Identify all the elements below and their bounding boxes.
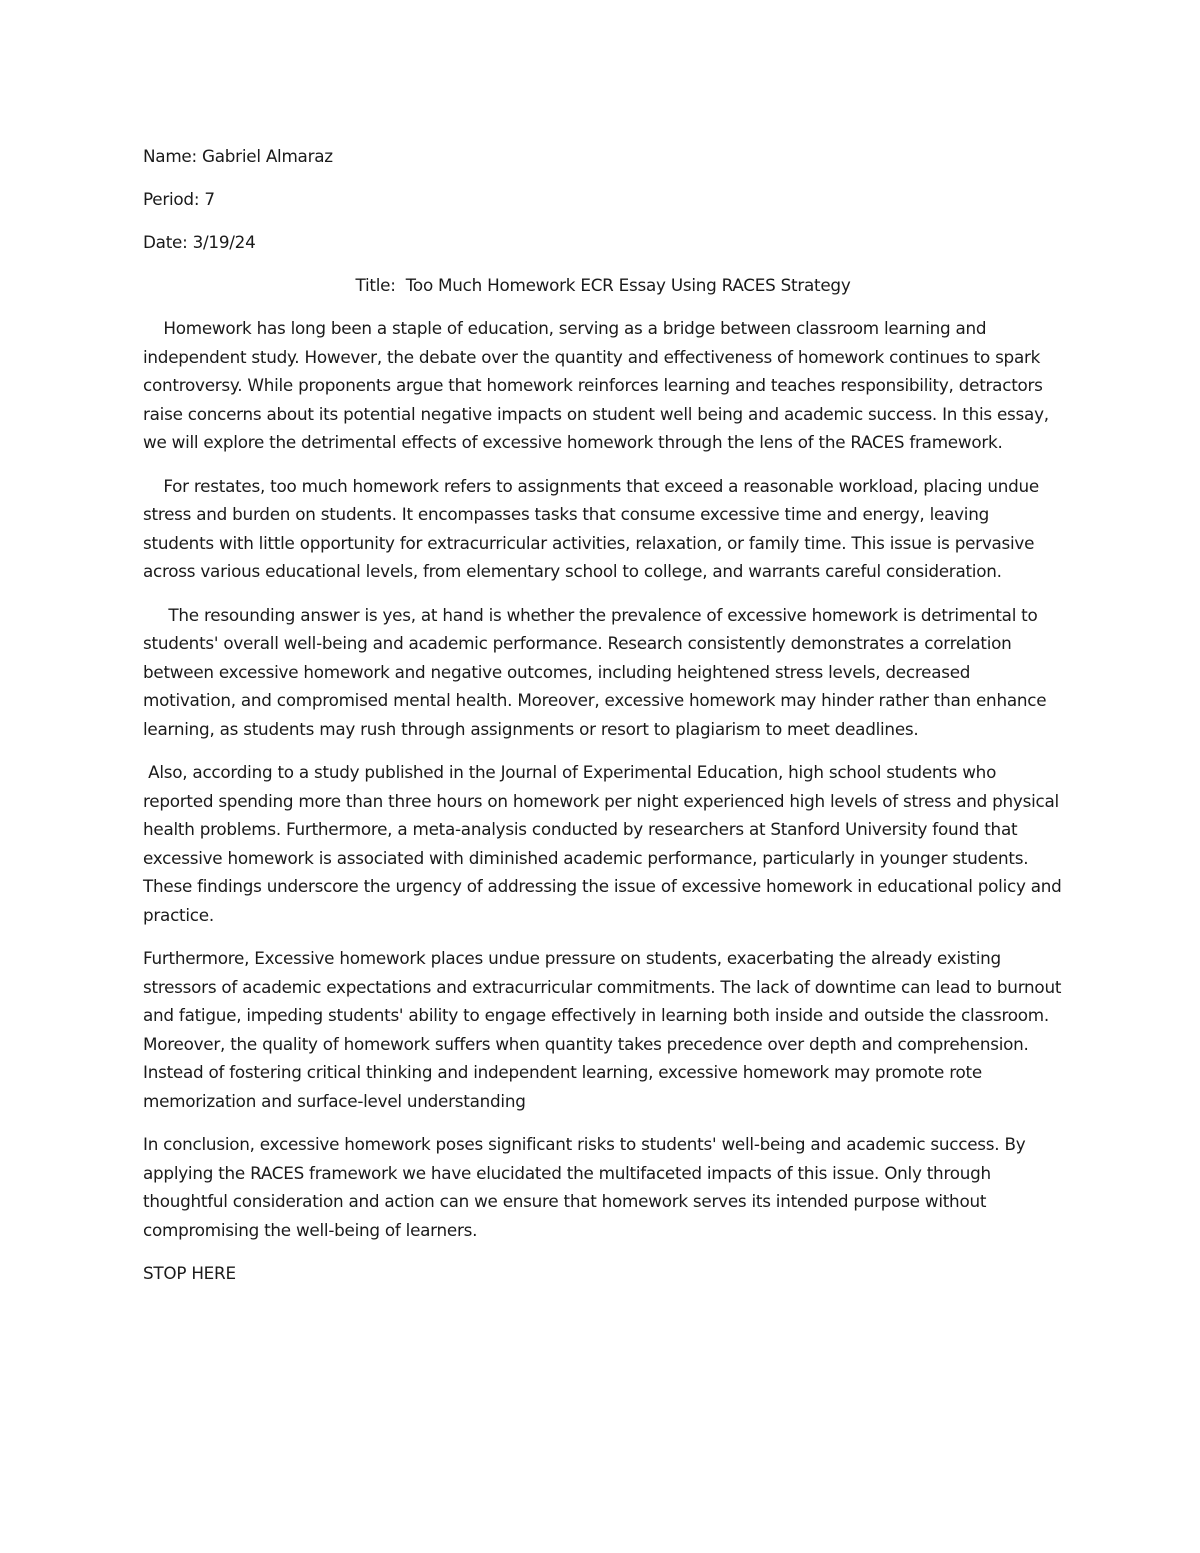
document-body	[143, 142, 1063, 1287]
stop-here-note: STOP HERE	[143, 1263, 236, 1283]
paragraph-cite-evidence: Also, according to a study published in the Journal of Experimental Education, high school students who reported spending more than three hours on homework per night experienced high levels of stress and physical health problems. Furthermore, a meta-analysis conducted by researchers at Stanford University found that excessive homework is associated with diminished academic performance, particularly in younger students. These findings underscore the urgency of addressing the issue of excessive homework in educational policy and practice.	[143, 762, 1062, 925]
student-name: Name: Gabriel Almaraz	[143, 146, 333, 166]
paragraph-conclusion: In conclusion, excessive homework poses significant risks to students' well-being and academic success. By applying the RACES framework we have elucidated the multifaceted impacts of this issue. Only through thoughtful consideration and action can we ensure that homework serves its intended purpose without compromising the well-being of learners.	[143, 1134, 1026, 1240]
paragraph-explain: Furthermore, Excessive homework places undue pressure on students, exacerbating the already existing stressors of academic expectations and extracurricular commitments. The lack of downtime can lead to burnout and fatigue, impeding students' ability to engage effectively in learning both inside and outside the classroom. Moreover, the quality of homework suffers when quantity takes precedence over depth and comprehension. Instead of fostering critical thinking and independent learning, excessive homework may promote rote memorization and surface-level understanding	[143, 948, 1062, 1111]
essay-title: Title: Too Much Homework ECR Essay Using RACES Strategy	[355, 275, 851, 295]
paragraph-restate: For restates, too much homework refers to assignments that exceed a reasonable workload, placing undue stress and burden on students. It encompasses tasks that consume excessive time and energy, leaving students with little opportunity for extracurricular activities, relaxation, or family time. This issue is pervasive across various educational levels, from elementary school to college, and warrants careful consideration.	[143, 475, 1039, 581]
class-period: Period: 7	[143, 189, 215, 209]
paragraph-introduction: Homework has long been a staple of education, serving as a bridge between classroom learning and independent study. However, the debate over the quantity and effectiveness of homework continues to spark controversy. While proponents argue that homework reinforces learning and teaches responsibility, detractors raise concerns about its potential negative impacts on student well being and academic success. In this essay, we will explore the detrimental effects of excessive homework through the lens of the RACES framework.	[143, 318, 1049, 452]
paragraph-answer: The resounding answer is yes, at hand is whether the prevalence of excessive homework is detrimental to students' overall well-being and academic performance. Research consistently demonstrates a correlation between excessive homework and negative outcomes, including heightened stress levels, decreased motivation, and compromised mental health. Moreover, excessive homework may hinder rather than enhance learning, as students may rush through assignments or resort to plagiarism to meet deadlines.	[143, 604, 1047, 739]
essay-date: Date: 3/19/24	[143, 232, 256, 252]
